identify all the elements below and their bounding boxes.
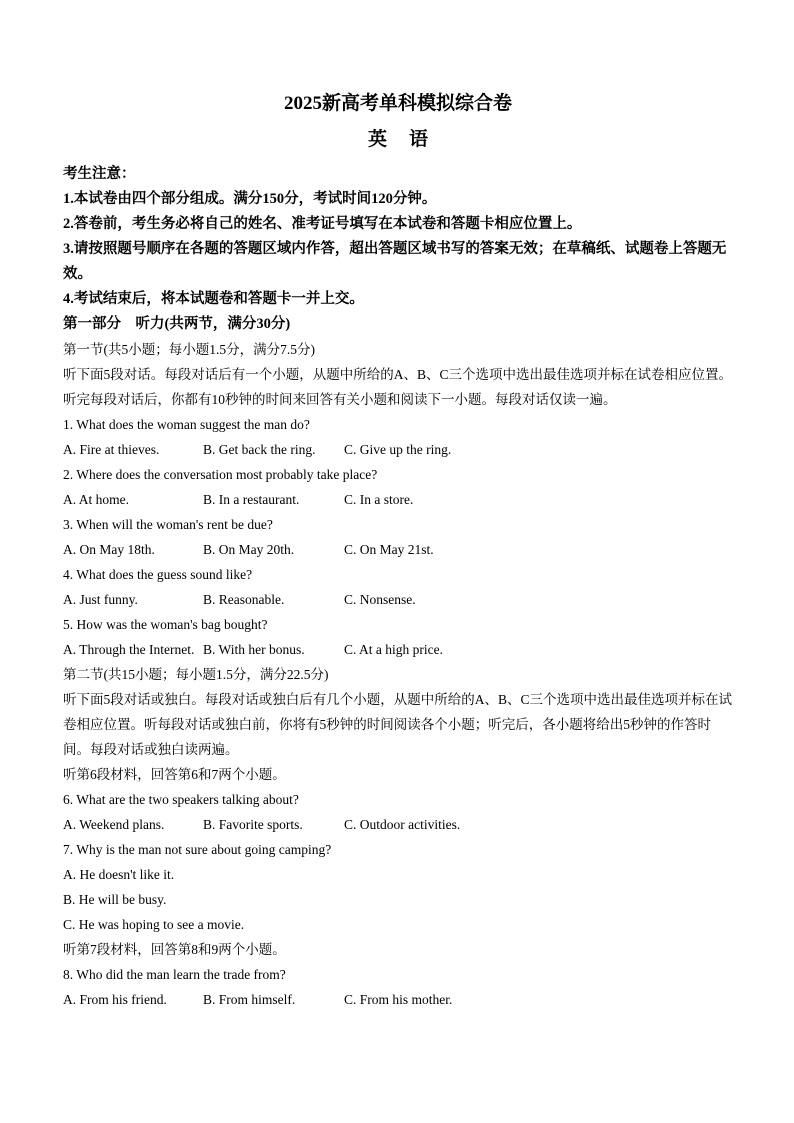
section1-instructions: 听下面5段对话。每段对话后有一个小题，从题中所给的A、B、C三个选项中选出最佳选项并标在试卷相应位置。听完每段对话后，你都有10秒钟的时间来回答有关小题和阅读下一小题。每段对话仅读一遍。 xyxy=(63,367,733,407)
option-c: C. Nonsense. xyxy=(344,592,416,607)
option-b: B. In a restaurant. xyxy=(203,492,300,507)
question: 5. How was the woman's bag bought? xyxy=(63,617,268,632)
question: 8. Who did the man learn the trade from? xyxy=(63,967,286,982)
option-c: C. Outdoor activities. xyxy=(344,817,461,832)
options-row xyxy=(63,812,733,837)
exam-title: 2025新高考单科模拟综合卷 xyxy=(283,93,512,114)
option-c: C. On May 21st. xyxy=(344,542,434,557)
notice-heading: 考生注意： xyxy=(63,166,136,182)
material-intro: 听第6段材料，回答第6和7两个小题。 xyxy=(63,767,286,782)
question: 3. When will the woman's rent be due? xyxy=(63,517,273,532)
notice-item: 2.答卷前，考生务必将自己的姓名、准考证号填写在本试卷和答题卡相应位置上。 xyxy=(63,216,582,232)
option-b: B. From himself. xyxy=(203,992,296,1007)
notice-item: 1.本试卷由四个部分组成。满分150分，考试时间120分钟。 xyxy=(63,191,437,207)
subject-title: 英语 xyxy=(367,129,450,150)
material-intro: 听第7段材料，回答第8和9两个小题。 xyxy=(63,942,286,957)
exam-page xyxy=(63,92,733,1012)
notice-item: 4.考试结束后，将本试题卷和答题卡一并上交。 xyxy=(63,291,364,307)
option-b: B. He will be busy. xyxy=(63,892,167,907)
options-row xyxy=(63,587,733,612)
question: 4. What does the guess sound like? xyxy=(63,567,253,582)
option-c: C. At a high price. xyxy=(344,642,443,657)
option-a: A. From his friend. xyxy=(63,992,167,1007)
option-b: B. Favorite sports. xyxy=(203,817,303,832)
option-a: A. Just funny. xyxy=(63,592,138,607)
options-row xyxy=(63,637,733,662)
option-c: C. He was hoping to see a movie. xyxy=(63,917,245,932)
options-row xyxy=(63,487,733,512)
options-row xyxy=(63,537,733,562)
option-a: A. Weekend plans. xyxy=(63,817,165,832)
option-a: A. Through the Internet. xyxy=(63,642,195,657)
question: 6. What are the two speakers talking about? xyxy=(63,792,299,807)
section2-heading: 第二节(共15小题；每小题1.5分，满分22.5分) xyxy=(63,667,329,682)
option-c: C. In a store. xyxy=(344,492,414,507)
question: 7. Why is the man not sure about going camping? xyxy=(63,842,332,857)
options-row xyxy=(63,437,733,462)
section1-heading: 第一节(共5小题；每小题1.5分，满分7.5分) xyxy=(63,342,315,357)
question: 2. Where does the conversation most probably take place? xyxy=(63,467,378,482)
option-b: B. With her bonus. xyxy=(203,642,305,657)
section2-instructions: 听下面5段对话或独白。每段对话或独白后有几个小题，从题中所给的A、B、C三个选项中选出最佳选项并标在试卷相应位置。听每段对话或独白前，你将有5秒钟的时间阅读各个小题；听完后，各小题将给出5秒钟的作答时间。每段对话或独白读两遍。 xyxy=(63,692,733,757)
part1-heading: 第一部分 听力(共两节，满分30分) xyxy=(63,316,291,332)
option-a: A. On May 18th. xyxy=(63,542,155,557)
option-b: B. On May 20th. xyxy=(203,542,295,557)
options-row xyxy=(63,987,733,1012)
question: 1. What does the woman suggest the man do? xyxy=(63,417,310,432)
option-b: B. Get back the ring. xyxy=(203,442,316,457)
option-b: B. Reasonable. xyxy=(203,592,285,607)
option-c: C. Give up the ring. xyxy=(344,442,452,457)
option-a: A. At home. xyxy=(63,492,129,507)
option-a: A. Fire at thieves. xyxy=(63,442,160,457)
option-c: C. From his mother. xyxy=(344,992,453,1007)
option-a: A. He doesn't like it. xyxy=(63,867,175,882)
notice-item: 3.请按照题号顺序在各题的答题区域内作答，超出答题区域书写的答案无效；在草稿纸、试题卷上答题无效。 xyxy=(63,241,727,282)
